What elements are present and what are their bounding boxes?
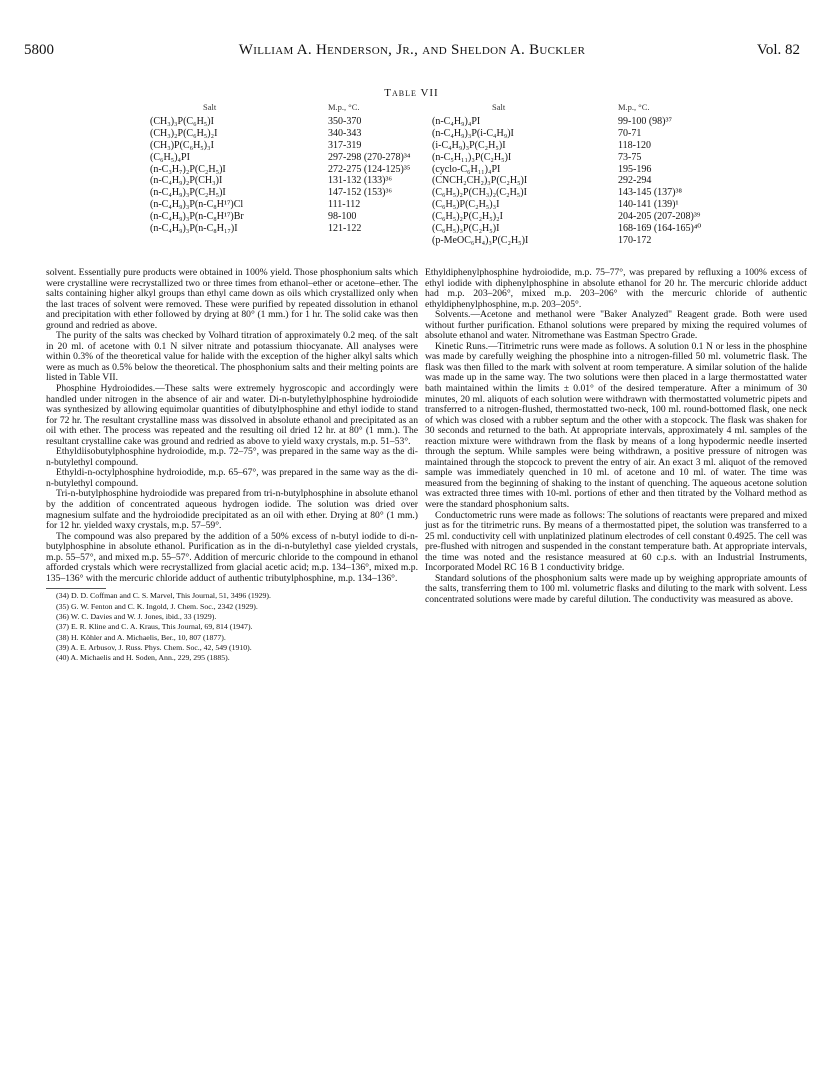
table-row bbox=[150, 164, 410, 176]
mp-cell: 297-298 (270-278)³⁴ bbox=[328, 151, 411, 163]
salt-cell: (CH₃)₂P(C₆H₅)₂I bbox=[150, 127, 218, 139]
table-row bbox=[432, 164, 682, 176]
salt-cell: (i-C₄H₉)₃P(C₂H₅)I bbox=[432, 139, 506, 151]
salt-cell: (C₆H₅)₃P(C₂H₅)I bbox=[432, 223, 500, 235]
paragraph: Phosphine Hydroiodides.—These salts were extremely hygroscopic and accordingly were handled under nitrogen in the absence of air and water. Di-n-butylethylphosphine hydroiodide was synthesized by allowing equimolar quantities of dibutylphosphine and ethyl iodide to stand for 72 hr. The resultant crystalline mass was dissolved in absolute ethanol and precipitated as an oil with ether. The process was repeated and the resulting oil dried 12 hr. at 80° (1 mm.). The resultant crystalline cake was ground and redried as above to yield waxy crystals, m.p. 51–53°. bbox=[46, 383, 418, 447]
column-header-mp: M.p., °C. bbox=[618, 102, 650, 112]
salt-cell: (n-C₄H₉)₃P(n-C₈H₁₇)I bbox=[150, 223, 238, 235]
paragraph: Tri-n-butylphosphine hydroiodide was prepared from tri-n-butylphosphine in absolute ethanol by the addition of concentrated aqueous hydrogen iodide. The solution was dried over magnesium sulfate and the hydroiodide precipitated as an oil with ether. Drying at 80° (1 mm.) for 12 hr. yielded waxy crystals, m.p. 57–59°. bbox=[46, 488, 418, 532]
footnote: (36) W. C. Davies and W. J. Jones, ibid., 33 (1929). bbox=[56, 612, 217, 621]
mp-cell: 147-152 (153)³⁶ bbox=[328, 187, 392, 199]
salt-cell: (n-C₄H₉)₂P(CH₃)I bbox=[150, 175, 223, 187]
table-caption: Table VII bbox=[384, 87, 439, 99]
table-row bbox=[150, 140, 410, 152]
salt-cell: (C₆H₅)₂P(CH₃)₂(C₂H₅)I bbox=[432, 187, 527, 199]
paragraph: The purity of the salts was checked by Volhard titration of approximately 0.2 meq. of the salt in 20 ml. of acetone with 0.1 N silver nitrate and potassium thiocyanate. All analyses were within 0.3% of the theoretical value for halide with the exception of the higher alkyl salts which were as much as 0.5% below the theoretical. The phosphonium salts and their melting points are listed in Table VII. bbox=[46, 330, 418, 384]
mp-cell: 70-71 bbox=[618, 127, 642, 139]
paragraph: solvent. Essentially pure products were obtained in 100% yield. Those phosphonium salts which were crystalline were recrystallized two or three times from ethanol–ether or acetone–ether. The salts containing higher alkyl groups than ethyl came down as oils which crystallized only when the last traces of solvent were removed. These were purified by repeated dissolution in ethanol and precipitation with ether followed by drying at 80° (1 mm.) for 1 hr. The solid cake was then ground and redried as above. bbox=[46, 267, 418, 331]
salt-cell: (n-C₄H₉)₄PI bbox=[432, 116, 481, 127]
footnote: (40) A. Michaelis and H. Soden, Ann., 229, 295 (1885). bbox=[56, 653, 230, 663]
volume-label: Vol. 82 bbox=[756, 42, 800, 58]
salt-cell: (CH₃)P(C₆H₅)₃I bbox=[150, 139, 214, 151]
salt-cell: (n-C₅H₁₁)₃P(C₂H₅)I bbox=[432, 151, 512, 163]
table-row bbox=[432, 187, 682, 199]
salt-cell: (n-C₃H₇)₂P(C₂H₅)I bbox=[150, 163, 226, 175]
column-header-mp: M.p., °C. bbox=[328, 102, 360, 112]
mp-cell: 350-370 bbox=[328, 116, 362, 127]
page-number: 5800 bbox=[24, 42, 54, 58]
mp-cell: 168-169 (164-165)⁴⁰ bbox=[618, 223, 702, 235]
salt-cell: (CH₃)₃P(C₆H₅)I bbox=[150, 116, 214, 127]
paragraph: Ethyldiisobutylphosphine hydroiodide, m.p. 72–75°, was prepared in the same way as the di-n-butylethyl compound. bbox=[46, 446, 418, 468]
mp-cell: 272-275 (124-125)³⁵ bbox=[328, 163, 411, 175]
table-row bbox=[432, 199, 682, 211]
mp-cell: 118-120 bbox=[618, 139, 651, 151]
salt-cell: (n-C₄H₉)₃P(C₂H₅)I bbox=[150, 187, 226, 199]
salt-cell: (C₆H₅)P(C₂H₅)₃I bbox=[432, 199, 500, 211]
footnote: (38) H. Köhler and A. Michaelis, Ber., 10, 807 (1877). bbox=[56, 632, 226, 642]
left-text-column bbox=[46, 268, 418, 663]
salt-cell: (p-MeOC₆H₄)₃P(C₂H₅)I bbox=[432, 234, 529, 246]
mp-cell: 143-145 (137)³⁸ bbox=[618, 187, 682, 199]
mp-cell: 121-122 bbox=[328, 223, 362, 235]
table-row bbox=[432, 223, 702, 235]
table-header-row bbox=[150, 102, 410, 116]
page-header bbox=[24, 42, 800, 62]
mp-cell: 99-100 (98)³⁷ bbox=[618, 116, 672, 127]
column-header-salt: Salt bbox=[203, 102, 217, 112]
salt-cell: (CNCH₂CH₂)₃P(C₂H₅)I bbox=[432, 175, 528, 187]
mp-cell: 292-294 bbox=[618, 175, 652, 187]
table-row bbox=[150, 128, 410, 140]
salt-cell: (cyclo-C₆H₁₁)₄PI bbox=[432, 163, 501, 175]
paragraph: Conductometric runs were made as follows: The solutions of reactants were prepared and mixed just as for the titrimetric runs. By means of a thermostatted pipet, the solution was transferred to a 25 ml. conductivity cell with unplatinized platinum electrodes of cell constant 0.4925. The cell was pre-flushed with nitrogen and suspended in the constant temperature bath. At appropriate intervals, the time was noted and the resistance measured at 60 c.p.s. with an Industrial Instruments, Incorporated Model RC 16 B 1 conductivity bridge. bbox=[425, 509, 807, 574]
mp-cell: 140-141 (139)¹ bbox=[618, 199, 679, 211]
table-row bbox=[150, 175, 410, 187]
mp-cell: 111-112 bbox=[328, 199, 361, 211]
paragraph: Ethyldiphenylphosphine hydroiodide, m.p. 75–77°, was prepared by refluxing a 100% excess of ethyl iodide with diphenylphosphine in absolute ethanol for 20 hr. The mercuric chloride adduct had m.p. 203–206°, mixed m.p. 203–206° with the mercuric chloride of authentic ethyldiphenylphosphine, m.p. 203–205°. bbox=[425, 267, 807, 310]
paragraph: The compound was also prepared by the addition of a 50% excess of n-butyl iodide to di-n-butylphosphine in absolute ethanol. Purification as in the di-n-butylethyl case yielded crystals, m.p. 55–57°, and mixed m.p. 55–57°. Addition of mercuric chloride to the compound in ethanol afforded crystals which were recrystallized from glacial acetic acid; m.p. 134–136°, mixed m.p. 135–136° with the mercuric chloride adduct of authentic tributylphosphine, m.p. 134–136°. bbox=[46, 530, 418, 584]
table-left-half bbox=[150, 102, 410, 235]
table-row bbox=[432, 211, 701, 223]
mp-cell: 317-319 bbox=[328, 139, 362, 151]
salt-cell: (C₆H₅)₂P(C₂H₅)₂I bbox=[432, 211, 503, 223]
footnote: (35) G. W. Fenton and C. K. Ingold, J. Chem. Soc., 2342 (1929). bbox=[56, 601, 258, 611]
table-row bbox=[150, 223, 410, 235]
mp-cell: 204-205 (207-208)³⁹ bbox=[618, 211, 701, 223]
salt-cell: (n-C₄H₉)₃P(i-C₄H₉)I bbox=[432, 127, 514, 139]
table-row bbox=[432, 152, 682, 164]
paragraph: Standard solutions of the phosphonium salts were made up by weighing appropriate amounts of the salts, transferring them to 100 ml. volumetric flasks and diluting to the mark with solvent. Less concentrated solutions were made by careful dilution. The conductivity was measured as above. bbox=[425, 572, 807, 605]
mp-cell: 131-132 (133)³⁶ bbox=[328, 175, 392, 187]
table-right-half bbox=[432, 102, 702, 247]
table-row bbox=[432, 140, 682, 152]
right-text-column bbox=[425, 268, 807, 606]
paragraph: Kinetic Runs.—Titrimetric runs were made as follows. A solution 0.1 N or less in the phosphine was made by carefully weighing the phosphine into a nitrogen-filled 50 ml. volumetric flask. The flask was then filled to the mark with solvent at room temperature. A similar solution of the halide was made up in the same way. The two solutions were then placed in a large thermostatted water bath maintained within the limits ± 0.01° of the desired temperature. After a minimum of 30 minutes, 20 ml. aliquots of each solution were withdrawn with thermostatted volumetric pipets and transferred to a nitrogen-flushed, thermostatted two-neck, 100 ml. round-bottomed flask, one neck of which was closed with a rubber septum and the other with a stopcock. The flask was shaken for 30 seconds and returned to the bath. At appropriate intervals, approximately 4 ml. samples of the reaction mixture were withdrawn from the flask by means of a long hypodermic needle inserted through the septum. While samples were being withdrawn, a positive pressure of nitrogen was maintained through the stopcock to prevent the entry of air. An exact 3 ml. aliquot of the removed sample was immediately quenched in 10 ml. of acetone and 10 ml. of water. The time was measured from the beginning of shaking to the instant of quenching. The aqueous acetone solution was extracted three times with 10-ml. portions of ether and then titrated by the Volhard method as were the standard phosphonium salts. bbox=[425, 340, 807, 511]
footnote: (39) A. E. Arbusov, J. Russ. Phys. Chem. Soc., 42, 549 (1910). bbox=[56, 642, 252, 652]
mp-cell: 340-343 bbox=[328, 127, 362, 139]
table-row bbox=[150, 116, 410, 128]
mp-cell: 73-75 bbox=[618, 151, 642, 163]
salt-cell: (n-C₄H₉)₃P(n-C₈H¹⁷)Br bbox=[150, 211, 244, 223]
table-row bbox=[150, 152, 410, 164]
salt-cell: (n-C₄H₉)₃P(n-C₈H¹⁷)Cl bbox=[150, 199, 244, 211]
salt-cell: (C₆H₅)₄PI bbox=[150, 151, 190, 163]
table-row bbox=[150, 187, 410, 199]
mp-cell: 98-100 bbox=[328, 211, 357, 223]
paragraph: Solvents.—Acetone and methanol were "Baker Analyzed" Reagent grade. Both were used without further purification. Ethanol solutions were prepared by mixing the required volumes of absolute ethanol and water. Nitromethane was Eastman Spectro Grade. bbox=[425, 309, 807, 342]
table-row bbox=[150, 199, 410, 211]
table-row bbox=[432, 116, 682, 128]
paragraph: Ethyldi-n-octylphosphine hydroiodide, m.p. 65–67°, was prepared in the same way as the di-n-butylethyl compound. bbox=[46, 467, 418, 489]
table-header-row bbox=[432, 102, 682, 116]
footnote: (37) E. R. Kline and C. A. Kraus, This Journal, 69, 814 (1947). bbox=[56, 622, 253, 632]
table-row bbox=[150, 211, 410, 223]
table-row bbox=[432, 128, 682, 140]
table-row bbox=[432, 235, 682, 247]
column-header-salt: Salt bbox=[492, 102, 506, 112]
running-title: William A. Henderson, Jr., and Sheldon A. Buckler bbox=[238, 42, 586, 58]
footnotes bbox=[46, 591, 418, 663]
footnote-divider bbox=[46, 588, 106, 589]
table-row bbox=[432, 175, 682, 187]
mp-cell: 195-196 bbox=[618, 163, 652, 175]
mp-cell: 170-172 bbox=[618, 234, 652, 246]
footnote: (34) D. D. Coffman and C. S. Marvel, This Journal, 51, 3496 (1929). bbox=[56, 591, 271, 601]
